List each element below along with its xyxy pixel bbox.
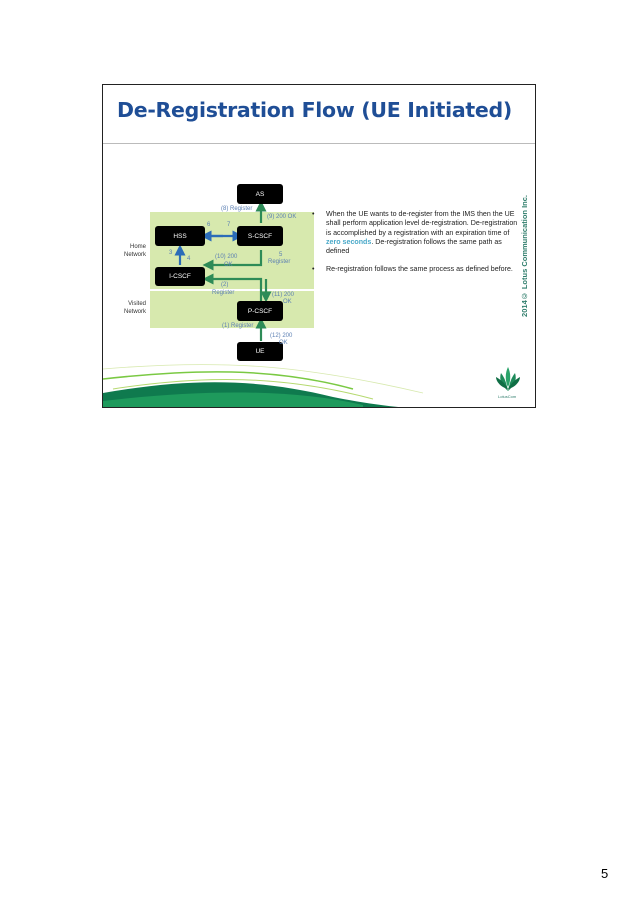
flow-label-10b: OK xyxy=(224,262,233,268)
flow-label-2b: Register xyxy=(212,290,235,296)
visited-network-label: Visited Network xyxy=(123,301,146,315)
icscf-node: I-CSCF xyxy=(155,267,205,286)
flow-label-11: (11) 200 xyxy=(272,292,294,298)
bullet-item: • When the UE wants to de-register from the IMS then the UE shall perform application level de-registration. De-registration is accomplished by a registration with an expiration time of zero seconds. De-registration follows the same path as defined xyxy=(312,210,518,256)
flow-label-3: 3 xyxy=(169,250,173,256)
flow-label-7: 7 xyxy=(227,222,231,228)
decorative-swoosh xyxy=(103,349,536,408)
hss-node: HSS xyxy=(155,226,205,246)
flow-label-11b: OK xyxy=(283,299,292,305)
flow-label-6: 6 xyxy=(207,222,211,228)
copyright-text: 2014© Lotus Communication Inc. xyxy=(520,195,529,317)
slide-title: De-Registration Flow (UE Initiated) xyxy=(117,98,512,122)
ue-node: UE xyxy=(237,342,283,361)
logo-label: LotusCom xyxy=(498,394,517,399)
slide xyxy=(102,84,536,408)
highlight-text: zero seconds xyxy=(326,238,372,247)
flow-label-4: 4 xyxy=(187,256,191,262)
flow-label-9: (9) 200 OK xyxy=(267,214,297,220)
flow-label-10: (10) 200 xyxy=(215,254,238,260)
bullet-list xyxy=(312,210,522,282)
flow-label-12b: OK xyxy=(279,340,288,346)
flow-label-5: 5 xyxy=(279,252,283,258)
home-network-label: Home Network xyxy=(123,244,146,258)
flow-label-12: (12) 200 xyxy=(270,333,293,339)
bullet-item: • Re-registration follows the same process as defined before. xyxy=(312,264,513,273)
flow-label-8: (8) Register xyxy=(221,206,253,212)
flow-label-5b: Register xyxy=(268,259,291,265)
flow-label-1: (1) Register xyxy=(222,323,254,329)
pcscf-node: P-CSCF xyxy=(237,301,283,321)
lotus-logo-icon xyxy=(495,365,521,393)
page-number: 5 xyxy=(601,866,609,881)
flow-label-2: (2) xyxy=(221,282,229,288)
scscf-node: S-CSCF xyxy=(237,226,283,246)
as-node: AS xyxy=(237,184,283,204)
